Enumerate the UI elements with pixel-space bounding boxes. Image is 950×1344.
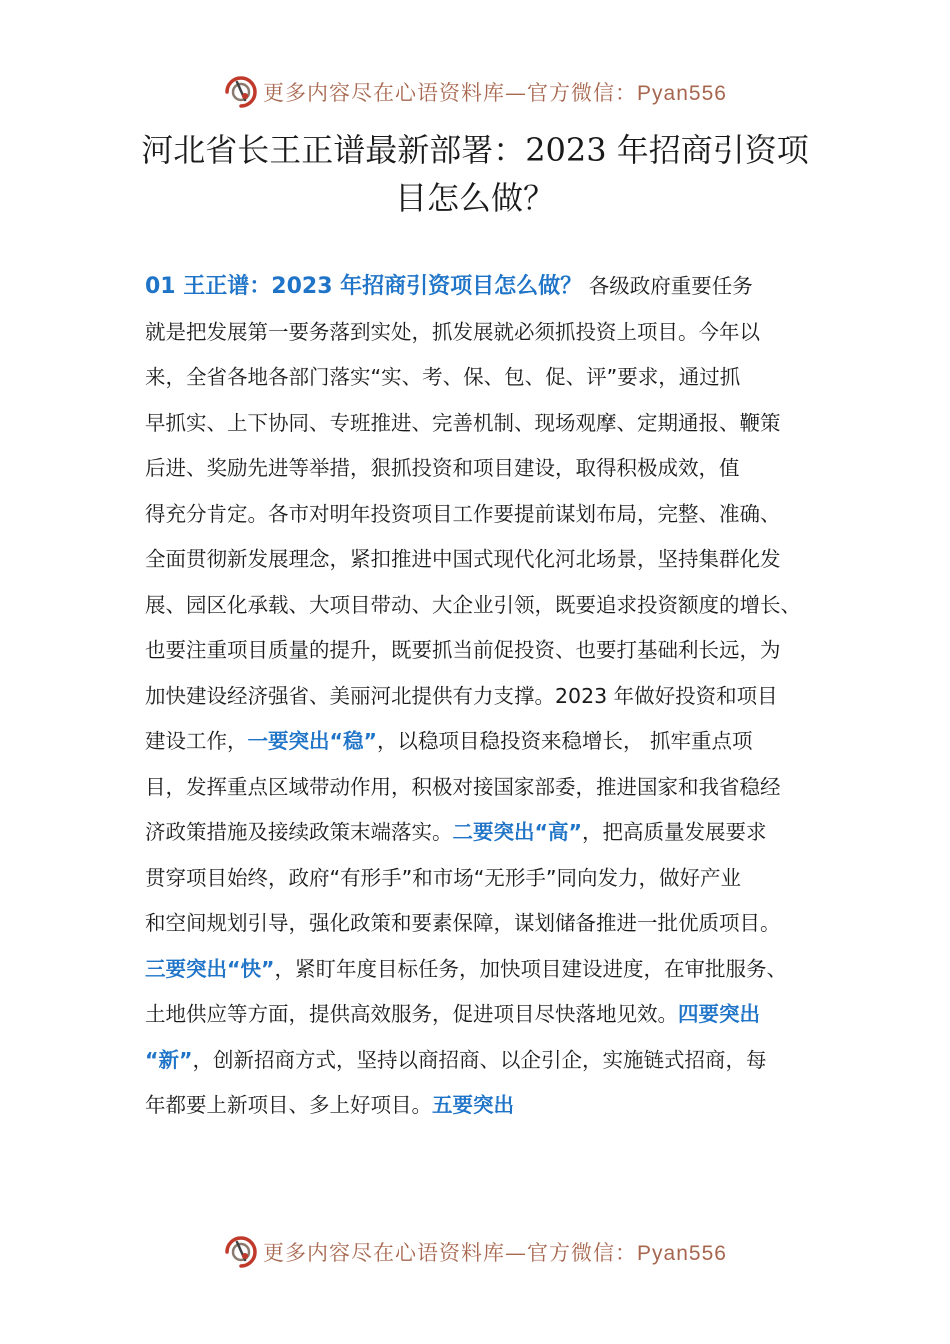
watermark-text: 更多内容尽在心语资料库—官方微信：Pyan556	[263, 1241, 727, 1265]
watermark-text: 更多内容尽在心语资料库—官方微信：Pyan556	[263, 81, 727, 105]
highlight-new: “新”	[145, 1047, 193, 1072]
body-line: 目，发挥重点区域带动作用，积极对接国家部委，推进国家和我省稳经	[145, 774, 781, 799]
body-line: 济政策措施及接续政策末端落实。二要突出“高”，把高质量发展要求	[145, 820, 767, 844]
section-heading: 01 王正谱：2023 年招商引资项目怎么做？	[145, 274, 583, 299]
body-line: 得充分肯定。各市对明年投资项目工作要提前谋划布局，完整、准确、	[145, 501, 781, 526]
body-line: 加快建设经济强省、美丽河北提供有力支撑。2023 年做好投资和项目	[145, 683, 778, 708]
body-line: 贯穿项目始终，政府“有形手”和市场“无形手”同向发力，做好产业	[145, 865, 741, 890]
body-line: 01 王正谱：2023 年招商引资项目怎么做？ 各级政府重要任务	[145, 274, 753, 299]
body-line: 就是把发展第一要务落到实处，抓发展就必须抓投资上项目。今年以	[145, 319, 760, 344]
body-line: 建设工作，一要突出“稳”，以稳项目稳投资来稳增长， 抓牢重点项	[145, 729, 753, 753]
highlight-four: 四要突出	[678, 1002, 760, 1026]
watermark-banner-top	[0, 72, 950, 112]
body-line: 来，全省各地各部门落实“实、考、保、包、促、评”要求，通过抓	[145, 365, 741, 389]
body-line: 全面贯彻新发展理念，紧扣推进中国式现代化河北场景，坚持集群化发	[145, 547, 781, 571]
highlight-high: 二要突出“高”	[452, 820, 582, 844]
mortar-pestle-logo-icon	[223, 1234, 259, 1270]
body-line: 早抓实、上下协同、专班推进、完善机制、现场观摩、定期通报、鞭策	[145, 410, 781, 435]
body-line: 展、园区化承载、大项目带动、大企业引领，既要追求投资额度的增长、	[145, 592, 801, 617]
watermark-handle: Pyan556	[637, 1242, 727, 1265]
mortar-pestle-logo-icon	[223, 74, 259, 110]
highlight-stable: 一要突出“稳”	[247, 729, 377, 753]
highlight-five: 五要突出	[432, 1093, 514, 1117]
body-line: 年都要上新项目、多上好项目。五要突出	[145, 1093, 514, 1117]
watermark-banner-bottom	[0, 1232, 950, 1272]
title-line-1: 河北省长王正谱最新部署：2023 年招商引资项	[141, 131, 809, 169]
article-body	[145, 264, 835, 1129]
body-line: 后进、奖励先进等举措，狠抓投资和项目建设，取得积极成效，值	[145, 456, 740, 480]
body-line: 和空间规划引导，强化政策和要素保障，谋划储备推进一批优质项目。	[145, 911, 781, 935]
document-title	[0, 126, 950, 222]
watermark-handle: Pyan556	[637, 82, 727, 105]
body-line: 土地供应等方面，提供高效服务，促进项目尽快落地见效。四要突出	[145, 1002, 760, 1026]
body-line: “新”，创新招商方式，坚持以商招商、以企引企，实施链式招商，每	[145, 1047, 767, 1072]
body-line: 三要突出“快”，紧盯年度目标任务，加快项目建设进度，在审批服务、	[145, 956, 787, 981]
highlight-fast: 三要突出“快”	[145, 956, 275, 981]
title-line-2: 目怎么做？	[394, 179, 555, 217]
body-line: 也要注重项目质量的提升，既要抓当前促投资、也要打基础利长远，为	[145, 638, 781, 662]
